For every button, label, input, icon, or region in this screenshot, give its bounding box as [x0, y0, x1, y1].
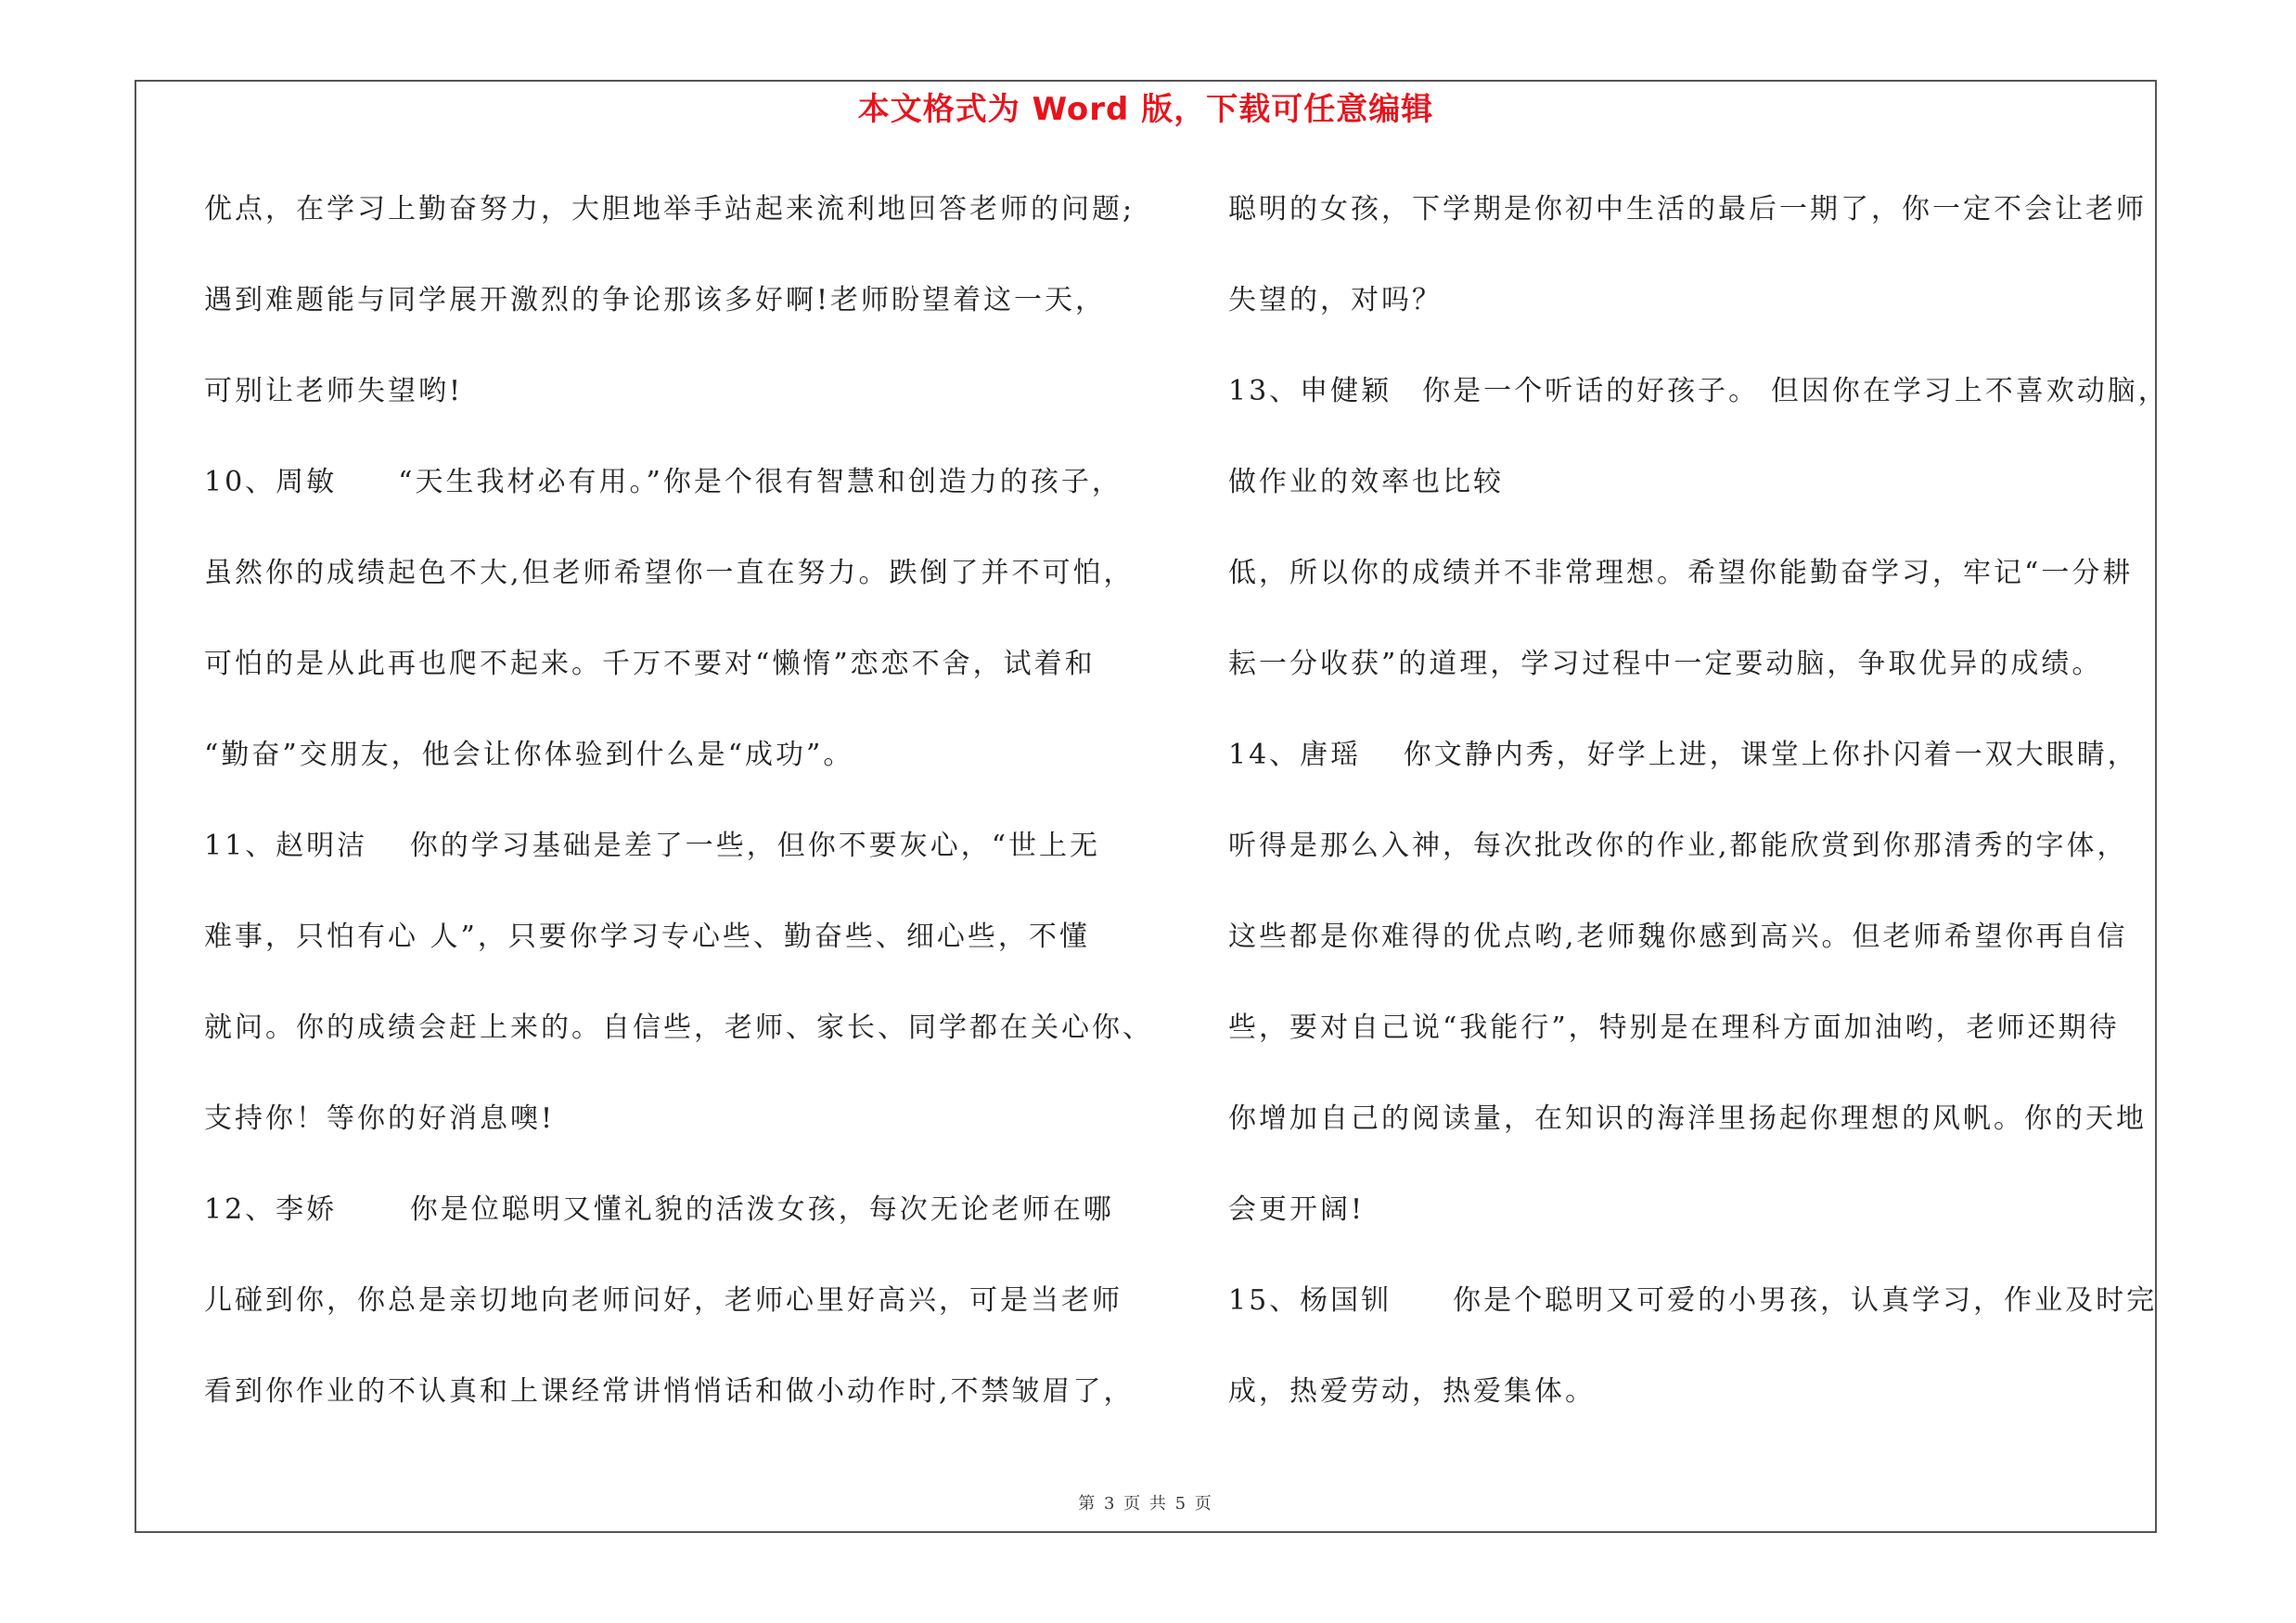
text-line: 聪明的女孩，下学期是你初中生活的最后一期了，你一定不会让老师	[1228, 193, 2147, 225]
header-banner: 本文格式为 Word 版，下载可任意编辑	[857, 91, 1434, 128]
text-line: 14、唐瑶 你文静内秀，好学上进，课堂上你扑闪着一双大眼睛，	[1228, 739, 2138, 771]
text-line: 11、赵明洁 你的学习基础是差了一些，但你不要灰心，“世上无	[204, 830, 1101, 862]
text-line: 这些都是你难得的优点哟,老师魏你感到高兴。但老师希望你再自信	[1228, 921, 2128, 953]
text-line: 12、李娇 你是位聪明又懂礼貌的活泼女孩，每次无论老师在哪	[204, 1193, 1114, 1226]
text-line: 遇到难题能与同学展开激烈的争论那该多好啊!老师盼望着这一天，	[204, 284, 1107, 316]
text-line: 虽然你的成绩起色不大,但老师希望你一直在努力。跌倒了并不可怕，	[204, 557, 1135, 589]
text-line: 难事，只怕有心 人”，只要你学习专心些、勤奋些、细心些，不懂	[204, 921, 1090, 953]
text-line: 13、申健颖 你是一个听话的好孩子。 但因你在学习上不喜欢动脑，	[1228, 375, 2169, 407]
text-line: 你增加自己的阅读量，在知识的海洋里扬起你理想的风帆。你的天地	[1228, 1102, 2147, 1135]
text-line: 15、杨国钏 你是个聪明又可爱的小男孩，认真学习，作业及时完	[1228, 1284, 2158, 1317]
text-line: 儿碰到你，你总是亲切地向老师问好，老师心里好高兴，可是当老师	[204, 1284, 1122, 1317]
text-line: 成，热爱劳动，热爱集体。	[1228, 1375, 1596, 1408]
text-line: 看到你作业的不认真和上课经常讲悄悄话和做小动作时,不禁皱眉了，	[204, 1375, 1135, 1408]
right-column	[1228, 182, 2169, 1455]
text-line: 优点，在学习上勤奋努力，大胆地举手站起来流利地回答老师的问题;	[204, 193, 1135, 225]
text-line: “勤奋”交朋友，他会让你体验到什么是“成功”。	[204, 739, 854, 771]
text-line: 支持你！等你的好消息噢!	[204, 1102, 556, 1135]
text-line: 可别让老师失望哟!	[204, 375, 464, 407]
page-number-footer: 第 3 页 共 5 页	[1078, 1494, 1213, 1514]
text-line: 做作业的效率也比较	[1228, 466, 1504, 498]
text-line: 会更开阔!	[1228, 1193, 1366, 1226]
text-line: 低，所以你的成绩并不非常理想。希望你能勤奋学习，牢记“一分耕	[1228, 557, 2134, 589]
text-line: 些，要对自己说“我能行”，特别是在理科方面加油哟，老师还期待	[1228, 1011, 2120, 1044]
text-line: 听得是那么入神，每次批改你的作业,都能欣赏到你那清秀的字体，	[1228, 830, 2128, 862]
text-line: 耘一分收获”的道理，学习过程中一定要动脑，争取优异的成绩。	[1228, 648, 2103, 680]
text-line: 失望的，对吗？	[1228, 284, 1443, 316]
text-line: 可怕的是从此再也爬不起来。千万不要对“懒惰”恋恋不舍，试着和	[204, 648, 1096, 680]
text-line: 10、周敏 “天生我材必有用。”你是个很有智慧和创造力的孩子，	[204, 466, 1122, 498]
left-column	[204, 182, 1153, 1455]
text-line: 就问。你的成绩会赶上来的。自信些，老师、家长、同学都在关心你、	[204, 1011, 1153, 1044]
